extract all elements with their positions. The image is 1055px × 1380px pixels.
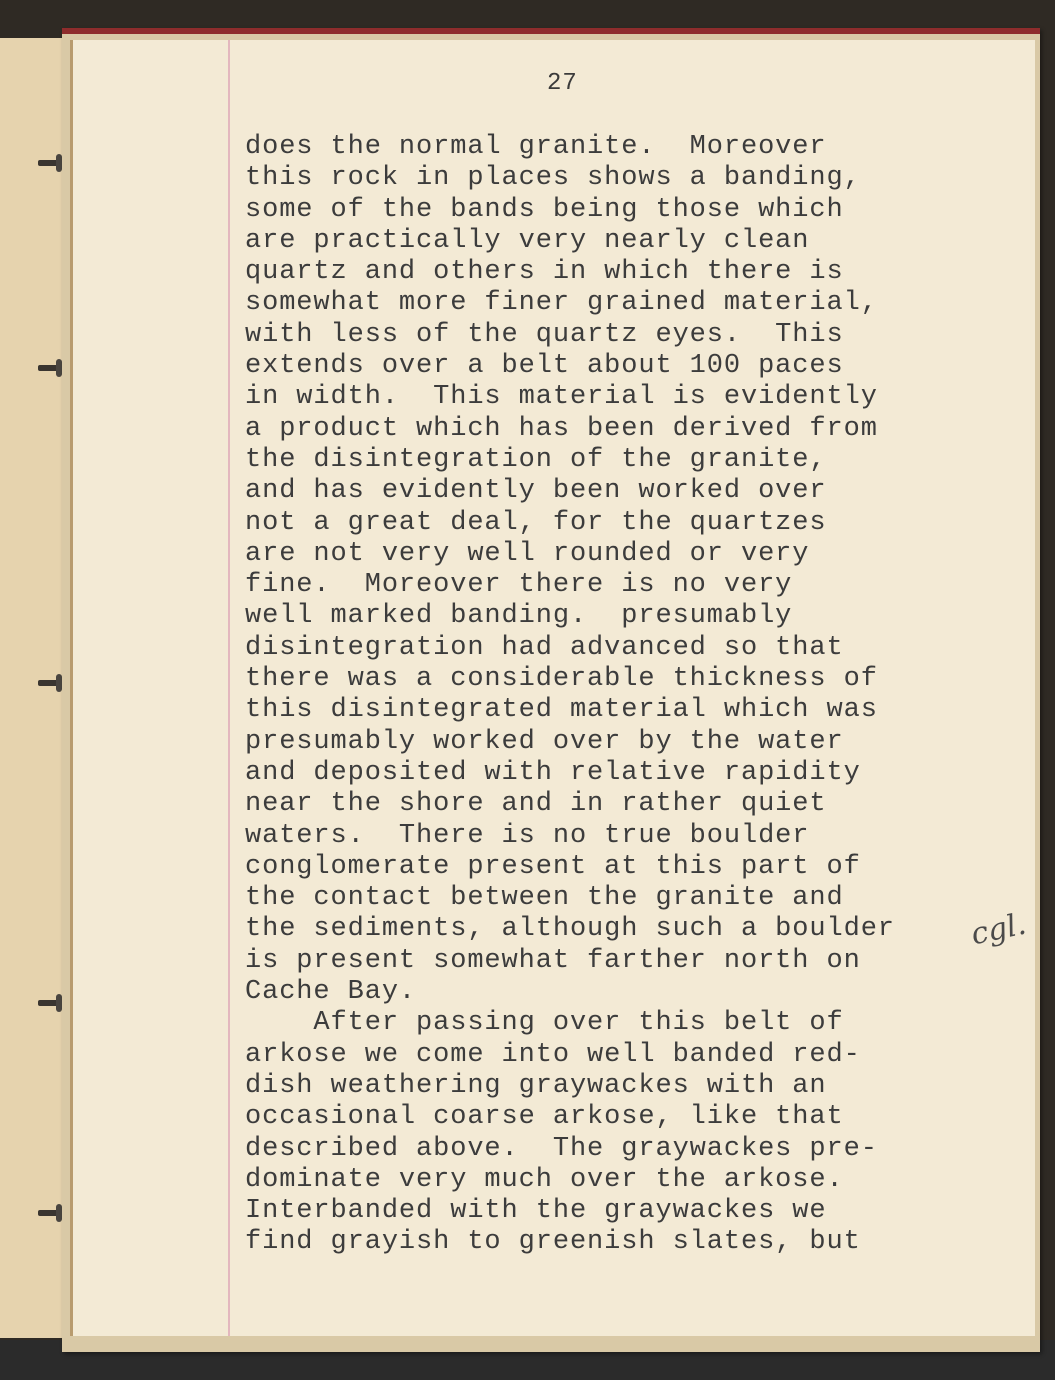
text-line: does the normal granite. Moreover <box>245 132 827 162</box>
text-line: disintegration had advanced so that <box>245 632 844 663</box>
text-line: the sediments, although such a boulder <box>245 914 895 945</box>
text-line: a product which has been derived from <box>245 413 878 444</box>
text-line: occasional coarse arkose, like that <box>245 1102 844 1133</box>
text-line: Interbanded with the graywackes we <box>245 1196 827 1227</box>
text-line: some of the bands being those which <box>245 194 844 225</box>
text-line: dish weathering graywackes with an <box>245 1070 827 1101</box>
text-line: fine. Moreover there is no very <box>245 570 793 601</box>
text-line: After passing over this belt of <box>245 1008 844 1039</box>
text-line: arkose we come into well banded red- <box>245 1039 861 1070</box>
text-line: this disintegrated material which was <box>245 695 878 726</box>
text-line: Cache Bay. <box>245 977 417 1008</box>
text-line: there was a considerable thickness of <box>245 664 878 695</box>
facing-page-edge <box>0 38 64 1338</box>
text-line: conglomerate present at this part of <box>245 851 861 882</box>
body-text <box>245 132 965 1259</box>
text-line: and deposited with relative rapidity <box>245 757 861 788</box>
text-line: and has evidently been worked over <box>245 476 827 507</box>
text-line: well marked banding. presumably <box>245 601 793 632</box>
text-line: described above. The graywackes pre- <box>245 1133 878 1164</box>
text-line: dominate very much over the arkose. <box>245 1164 844 1195</box>
margin-rule <box>228 40 230 1336</box>
text-line: the disintegration of the granite, <box>245 444 827 475</box>
text-line: this rock in places shows a banding, <box>245 163 861 194</box>
text-line: presumably worked over by the water <box>245 726 844 757</box>
handwritten-margin-note: cgl. <box>967 906 1030 953</box>
text-line: in width. This material is evidently <box>245 382 878 413</box>
page-number: 27 <box>547 70 578 97</box>
text-line: near the shore and in rather quiet <box>245 789 827 820</box>
text-line: somewhat more finer grained material, <box>245 288 878 319</box>
text-line: are not very well rounded or very <box>245 538 810 569</box>
text-line: quartz and others in which there is <box>245 257 844 288</box>
text-line: extends over a belt about 100 paces <box>245 351 844 382</box>
text-line: with less of the quartz eyes. This <box>245 319 844 350</box>
text-line: the contact between the granite and <box>245 883 844 914</box>
text-line: find grayish to greenish slates, but <box>245 1227 861 1258</box>
text-line: waters. There is no true boulder <box>245 820 810 851</box>
typed-page <box>70 40 1035 1336</box>
text-line: is present somewhat farther north on <box>245 945 861 976</box>
text-line: are practically very nearly clean <box>245 225 810 256</box>
text-line: not a great deal, for the quartzes <box>245 507 827 538</box>
